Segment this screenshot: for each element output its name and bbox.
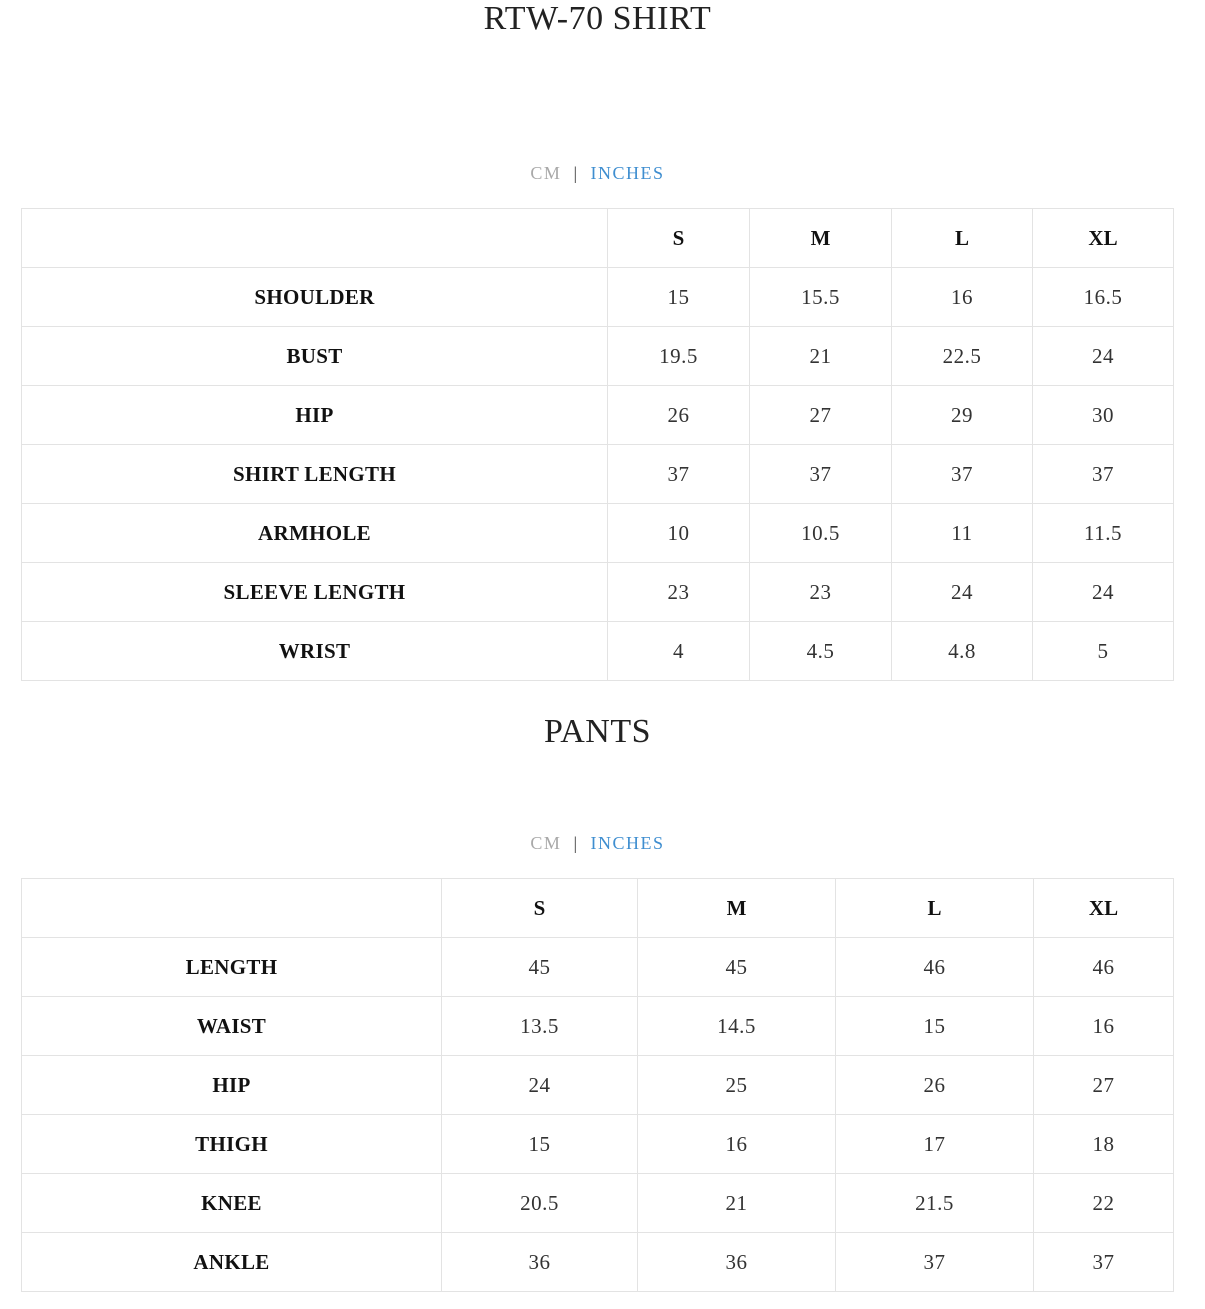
table-cell: 13.5 bbox=[442, 997, 638, 1056]
table-cell: 4 bbox=[608, 622, 750, 681]
table-cell: 45 bbox=[638, 938, 836, 997]
table-cell: 46 bbox=[836, 938, 1034, 997]
table-cell: 37 bbox=[1033, 445, 1174, 504]
size-header-m: M bbox=[750, 209, 892, 268]
pants-unit-cm-link[interactable]: CM bbox=[530, 833, 562, 853]
table-cell: 46 bbox=[1034, 938, 1174, 997]
row-label-length: LENGTH bbox=[22, 938, 442, 997]
table-cell: 24 bbox=[442, 1056, 638, 1115]
table-row bbox=[22, 1115, 1174, 1174]
table-cell: 26 bbox=[836, 1056, 1034, 1115]
row-label-hip: HIP bbox=[22, 386, 608, 445]
table-header-row bbox=[22, 209, 1174, 268]
pants-unit-toggle bbox=[0, 833, 1195, 854]
header-corner-cell bbox=[22, 879, 442, 938]
table-cell: 26 bbox=[608, 386, 750, 445]
table-cell: 27 bbox=[750, 386, 892, 445]
table-cell: 36 bbox=[638, 1233, 836, 1292]
row-label-armhole: ARMHOLE bbox=[22, 504, 608, 563]
table-cell: 4.8 bbox=[892, 622, 1033, 681]
table-cell: 4.5 bbox=[750, 622, 892, 681]
table-cell: 11 bbox=[892, 504, 1033, 563]
shirt-unit-separator: | bbox=[573, 163, 579, 183]
table-cell: 25 bbox=[638, 1056, 836, 1115]
size-header-xl: XL bbox=[1034, 879, 1174, 938]
row-label-bust: BUST bbox=[22, 327, 608, 386]
table-cell: 10.5 bbox=[750, 504, 892, 563]
table-header-row bbox=[22, 879, 1174, 938]
table-cell: 37 bbox=[1034, 1233, 1174, 1292]
size-header-s: S bbox=[608, 209, 750, 268]
table-cell: 45 bbox=[442, 938, 638, 997]
table-row bbox=[22, 445, 1174, 504]
shirt-unit-toggle bbox=[0, 163, 1195, 184]
shirt-size-table bbox=[21, 208, 1174, 681]
size-header-xl: XL bbox=[1033, 209, 1174, 268]
table-cell: 37 bbox=[836, 1233, 1034, 1292]
row-label-wrist: WRIST bbox=[22, 622, 608, 681]
table-cell: 15 bbox=[836, 997, 1034, 1056]
table-row bbox=[22, 938, 1174, 997]
size-header-s: S bbox=[442, 879, 638, 938]
table-cell: 30 bbox=[1033, 386, 1174, 445]
size-header-l: L bbox=[836, 879, 1034, 938]
table-cell: 16 bbox=[1034, 997, 1174, 1056]
table-cell: 15 bbox=[608, 268, 750, 327]
table-cell: 27 bbox=[1034, 1056, 1174, 1115]
table-cell: 20.5 bbox=[442, 1174, 638, 1233]
table-row bbox=[22, 1174, 1174, 1233]
table-cell: 24 bbox=[892, 563, 1033, 622]
row-label-thigh: THIGH bbox=[22, 1115, 442, 1174]
table-row bbox=[22, 504, 1174, 563]
size-header-m: M bbox=[638, 879, 836, 938]
row-label-waist: WAIST bbox=[22, 997, 442, 1056]
table-cell: 18 bbox=[1034, 1115, 1174, 1174]
table-cell: 15 bbox=[442, 1115, 638, 1174]
shirt-unit-cm-link[interactable]: CM bbox=[530, 163, 562, 183]
pants-unit-separator: | bbox=[573, 833, 579, 853]
table-row bbox=[22, 1233, 1174, 1292]
table-row bbox=[22, 1056, 1174, 1115]
table-cell: 16 bbox=[638, 1115, 836, 1174]
row-label-knee: KNEE bbox=[22, 1174, 442, 1233]
table-cell: 21 bbox=[638, 1174, 836, 1233]
table-row bbox=[22, 997, 1174, 1056]
row-label-hip: HIP bbox=[22, 1056, 442, 1115]
table-cell: 22 bbox=[1034, 1174, 1174, 1233]
table-cell: 21.5 bbox=[836, 1174, 1034, 1233]
table-cell: 29 bbox=[892, 386, 1033, 445]
shirt-section-title: RTW-70 SHIRT bbox=[483, 0, 712, 37]
table-cell: 37 bbox=[750, 445, 892, 504]
table-cell: 11.5 bbox=[1033, 504, 1174, 563]
table-row bbox=[22, 268, 1174, 327]
pants-unit-inches-link[interactable]: INCHES bbox=[590, 833, 665, 853]
table-cell: 23 bbox=[750, 563, 892, 622]
header-corner-cell bbox=[22, 209, 608, 268]
table-row bbox=[22, 327, 1174, 386]
table-cell: 37 bbox=[892, 445, 1033, 504]
table-cell: 24 bbox=[1033, 327, 1174, 386]
table-row bbox=[22, 386, 1174, 445]
table-cell: 22.5 bbox=[892, 327, 1033, 386]
table-cell: 19.5 bbox=[608, 327, 750, 386]
table-cell: 37 bbox=[608, 445, 750, 504]
table-cell: 5 bbox=[1033, 622, 1174, 681]
pants-section-title: PANTS bbox=[543, 713, 652, 750]
row-label-ankle: ANKLE bbox=[22, 1233, 442, 1292]
size-header-l: L bbox=[892, 209, 1033, 268]
table-cell: 36 bbox=[442, 1233, 638, 1292]
row-label-shoulder: SHOULDER bbox=[22, 268, 608, 327]
table-cell: 21 bbox=[750, 327, 892, 386]
row-label-sleeve-length: SLEEVE LENGTH bbox=[22, 563, 608, 622]
table-row bbox=[22, 622, 1174, 681]
table-cell: 15.5 bbox=[750, 268, 892, 327]
shirt-unit-inches-link[interactable]: INCHES bbox=[590, 163, 665, 183]
table-cell: 23 bbox=[608, 563, 750, 622]
pants-size-table bbox=[21, 878, 1174, 1292]
table-cell: 10 bbox=[608, 504, 750, 563]
table-cell: 16.5 bbox=[1033, 268, 1174, 327]
table-cell: 14.5 bbox=[638, 997, 836, 1056]
table-cell: 17 bbox=[836, 1115, 1034, 1174]
table-row bbox=[22, 563, 1174, 622]
table-cell: 16 bbox=[892, 268, 1033, 327]
table-cell: 24 bbox=[1033, 563, 1174, 622]
row-label-shirt-length: SHIRT LENGTH bbox=[22, 445, 608, 504]
